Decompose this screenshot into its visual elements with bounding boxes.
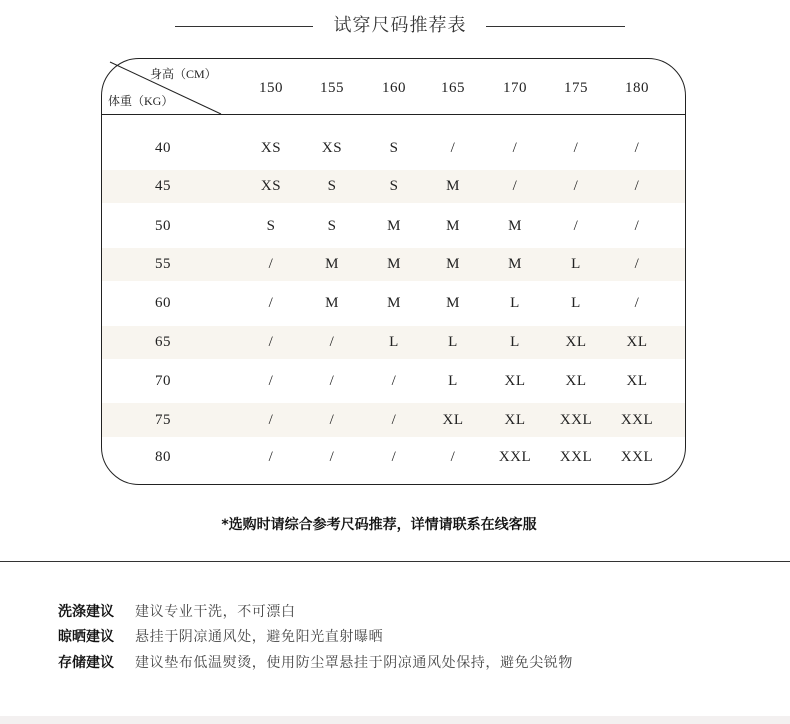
size-cell: / <box>268 412 274 428</box>
size-cell: L <box>448 373 458 389</box>
size-cell: M <box>387 218 401 234</box>
size-cell: L <box>389 334 399 350</box>
size-cell: M <box>325 256 339 272</box>
size-cell: XL <box>626 334 648 350</box>
weight-row-label: 65 <box>155 334 171 350</box>
size-cell: XL <box>504 412 526 428</box>
size-cell: S <box>389 178 399 194</box>
size-cell: M <box>446 218 460 234</box>
size-cell: M <box>446 256 460 272</box>
size-cell: S <box>389 140 399 156</box>
height-header-cell: 160 <box>382 80 406 96</box>
size-cell: / <box>329 334 335 350</box>
size-cell: / <box>268 295 274 311</box>
size-cell: / <box>573 178 579 194</box>
size-cell: M <box>446 178 460 194</box>
height-header-cell: 170 <box>503 80 527 96</box>
size-cell: M <box>325 295 339 311</box>
size-cell: XL <box>442 412 464 428</box>
size-cell: / <box>268 449 274 465</box>
size-cell: XXL <box>620 449 654 465</box>
size-cell: / <box>268 373 274 389</box>
height-axis-label: 身高（CM） <box>150 67 217 81</box>
height-header-cell: 165 <box>441 80 465 96</box>
care-label-drying: 晾晒建议 <box>58 629 114 645</box>
size-cell: XXL <box>620 412 654 428</box>
size-cell: / <box>391 412 397 428</box>
weight-row-label: 55 <box>155 256 171 272</box>
size-cell: M <box>508 256 522 272</box>
size-cell: XL <box>565 373 587 389</box>
size-cell: M <box>387 295 401 311</box>
size-cell: L <box>448 334 458 350</box>
size-cell: L <box>510 295 520 311</box>
size-cell: / <box>634 178 640 194</box>
size-cell: XXL <box>559 449 593 465</box>
care-label-washing: 洗涤建议 <box>58 604 114 620</box>
title-divider-right <box>486 26 625 27</box>
height-header-cell: 150 <box>259 80 283 96</box>
size-cell: S <box>327 218 337 234</box>
bottom-strip <box>0 716 790 724</box>
size-cell: / <box>268 256 274 272</box>
title-divider-left <box>175 26 313 27</box>
size-cell: / <box>573 140 579 156</box>
weight-row-label: 80 <box>155 449 171 465</box>
size-cell: L <box>571 256 581 272</box>
size-cell: XS <box>260 178 282 194</box>
weight-row-label: 50 <box>155 218 171 234</box>
size-cell: / <box>573 218 579 234</box>
size-cell: / <box>391 449 397 465</box>
size-cell: / <box>634 256 640 272</box>
size-cell: / <box>268 334 274 350</box>
size-cell: / <box>329 373 335 389</box>
size-cell: / <box>329 412 335 428</box>
weight-row-label: 70 <box>155 373 171 389</box>
size-cell: / <box>512 140 518 156</box>
size-cell: XS <box>260 140 282 156</box>
size-cell: L <box>510 334 520 350</box>
size-cell: S <box>266 218 276 234</box>
size-cell: / <box>329 449 335 465</box>
size-cell: / <box>450 449 456 465</box>
size-cell: XXL <box>559 412 593 428</box>
size-cell: XL <box>565 334 587 350</box>
care-label-storage: 存储建议 <box>58 655 114 671</box>
size-cell: XXL <box>498 449 532 465</box>
height-header-cell: 155 <box>320 80 344 96</box>
size-cell: / <box>634 140 640 156</box>
size-cell: L <box>571 295 581 311</box>
care-text-storage: 建议垫布低温熨烫，使用防尘罩悬挂于阴凉通风处保持，避免尖锐物 <box>135 655 573 671</box>
size-cell: XS <box>321 140 343 156</box>
weight-axis-label: 体重（KG） <box>108 94 174 108</box>
weight-row-label: 60 <box>155 295 171 311</box>
size-cell: M <box>446 295 460 311</box>
size-cell: M <box>508 218 522 234</box>
size-cell: / <box>512 178 518 194</box>
size-cell: XL <box>626 373 648 389</box>
weight-row-label: 40 <box>155 140 171 156</box>
size-cell: / <box>450 140 456 156</box>
weight-row-label: 45 <box>155 178 171 194</box>
size-cell: S <box>327 178 337 194</box>
section-divider <box>0 561 790 562</box>
size-cell: M <box>387 256 401 272</box>
size-cell: / <box>634 218 640 234</box>
weight-row-label: 75 <box>155 412 171 428</box>
size-advice-note: *选购时请综合参考尺码推荐，详情请联系在线客服 <box>221 517 537 533</box>
height-header-cell: 180 <box>625 80 649 96</box>
size-cell: XL <box>504 373 526 389</box>
height-header-cell: 175 <box>564 80 588 96</box>
size-cell: / <box>391 373 397 389</box>
care-text-washing: 建议专业干洗，不可漂白 <box>135 604 296 620</box>
page-title: 试穿尺码推荐表 <box>333 15 467 36</box>
care-text-drying: 悬挂于阴凉通风处，避免阳光直射曝晒 <box>135 629 384 645</box>
size-cell: / <box>634 295 640 311</box>
